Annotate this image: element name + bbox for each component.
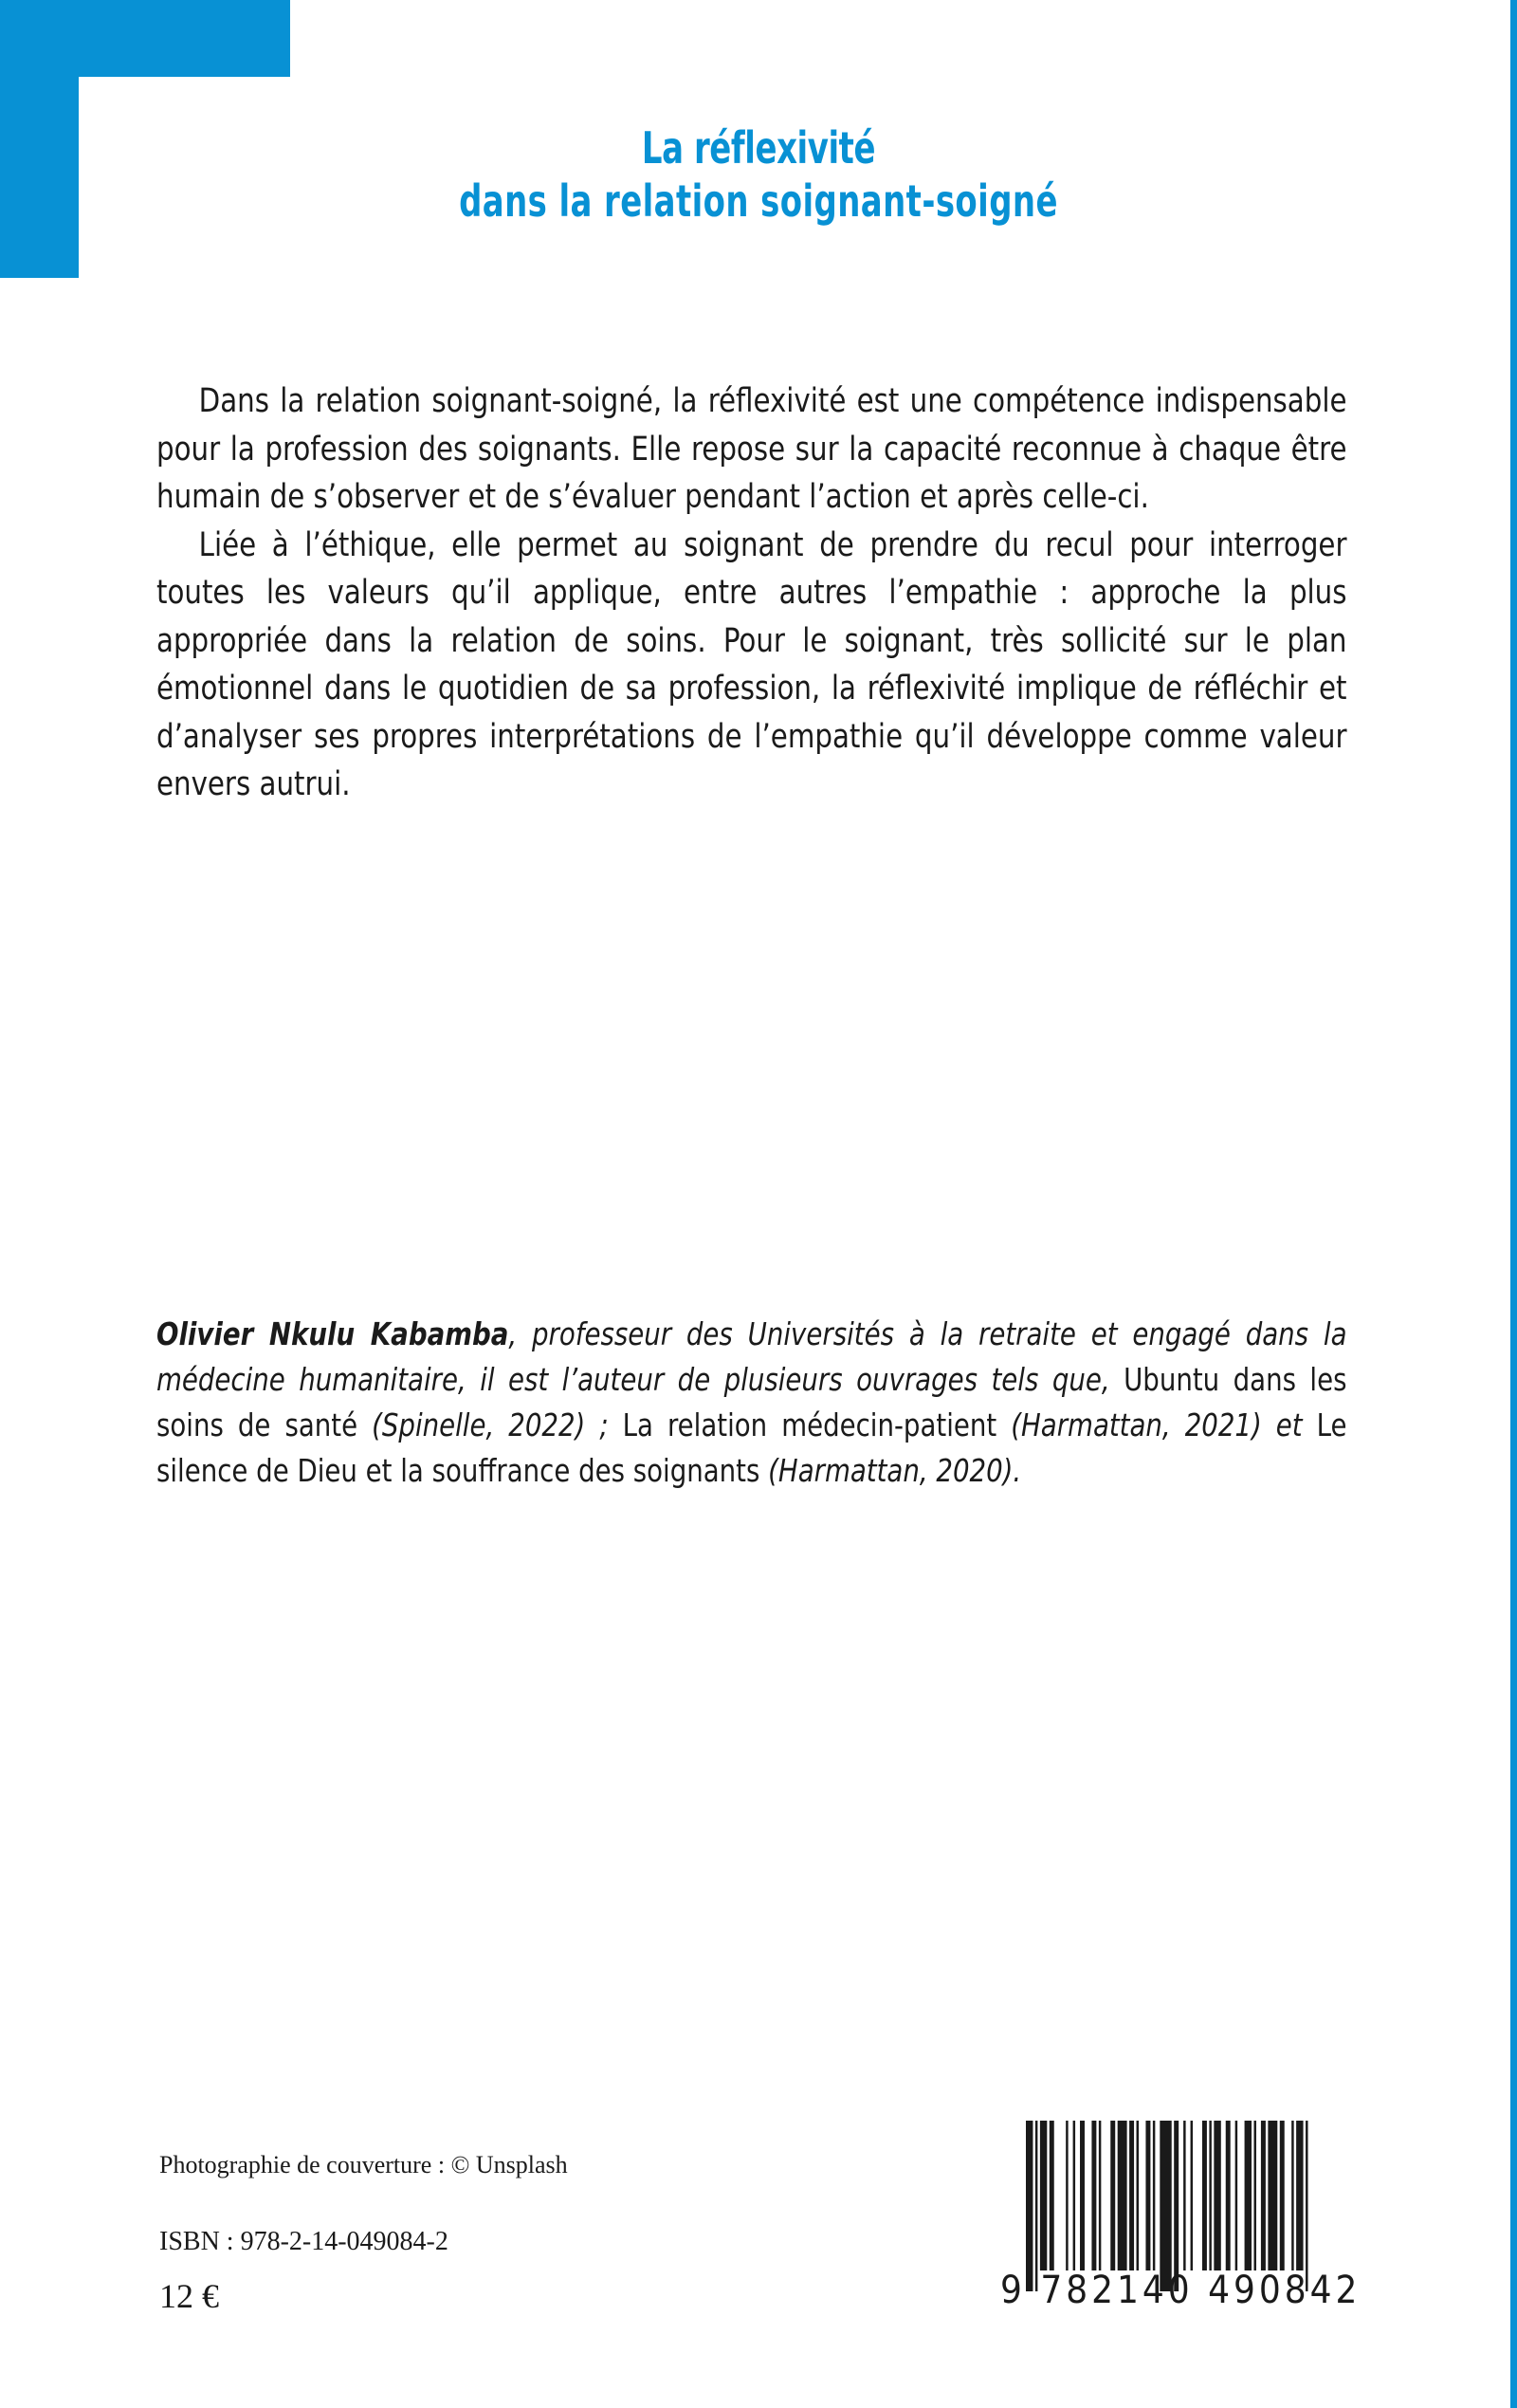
barcode-bars — [1026, 2121, 1310, 2291]
isbn-text: ISBN : 978-2-14-049084-2 — [159, 2227, 448, 2256]
bio-segment-roman-3: Le silence de Dieu et la souffrance des soignants — [156, 1406, 1347, 1489]
author-biography-text — [156, 1312, 1347, 1494]
blurb-paragraph-2: Liée à l’éthique, elle permet au soignant de prendre du recul pour interroger toutes les valeurs qu’il applique, entre autres l’empathie : approche la plus appropriée dans la relation de soins. Pour le soignant, très sollicité sur le plan émotionnel dans le quotidien de sa profession, la réflexivité implique de réfléchir et d’analyser ses propres interprétations de l’empathie qu’il développe comme valeur envers autrui. — [156, 525, 1347, 803]
corner-accent-vertical-bar — [0, 0, 79, 278]
bio-segment-roman-2: La relation médecin-patient — [608, 1406, 1012, 1443]
bio-segment-italic-4: (Harmattan, 2020). — [768, 1452, 1022, 1489]
bio-segment-roman-1: Ubuntu dans les soins de santé — [156, 1361, 1347, 1443]
back-cover-blurb — [156, 377, 1347, 809]
bio-segment-italic-2: (Spinelle, 2022) ; — [372, 1406, 609, 1443]
price-text: 12 € — [159, 2277, 219, 2315]
cover-photo-credit: Photographie de couverture : © Unsplash — [159, 2151, 568, 2178]
barcode-digits: 9 782140 490842 — [1000, 2269, 1362, 2312]
book-title-line-1: La réflexivité — [641, 122, 876, 174]
bio-segment-italic-1: , professeur des Universités à la retraite et engagé dans la médecine humanitaire, il est l’auteur de plusieurs ouvrages tels que, — [156, 1315, 1347, 1398]
bio-segment-italic-3: (Harmattan, 2021) et — [1011, 1406, 1303, 1443]
book-title-line-2: dans la relation soignant-soigné — [459, 175, 1058, 227]
author-name: Olivier Nkulu Kabamba — [156, 1315, 509, 1352]
spine-edge-strip — [1510, 0, 1517, 2408]
book-title — [292, 121, 1225, 228]
blurb-paragraph-1: Dans la relation soignant-soigné, la réflexivité est une compétence indispensable pour la profession des soignants. Elle repose sur la capacité reconnue à chaque être humain de s’observer et de s’évaluer pendant l’action et après celle-ci. — [156, 382, 1347, 516]
ean13-barcode — [1026, 2121, 1310, 2291]
author-biography — [156, 1312, 1347, 1494]
